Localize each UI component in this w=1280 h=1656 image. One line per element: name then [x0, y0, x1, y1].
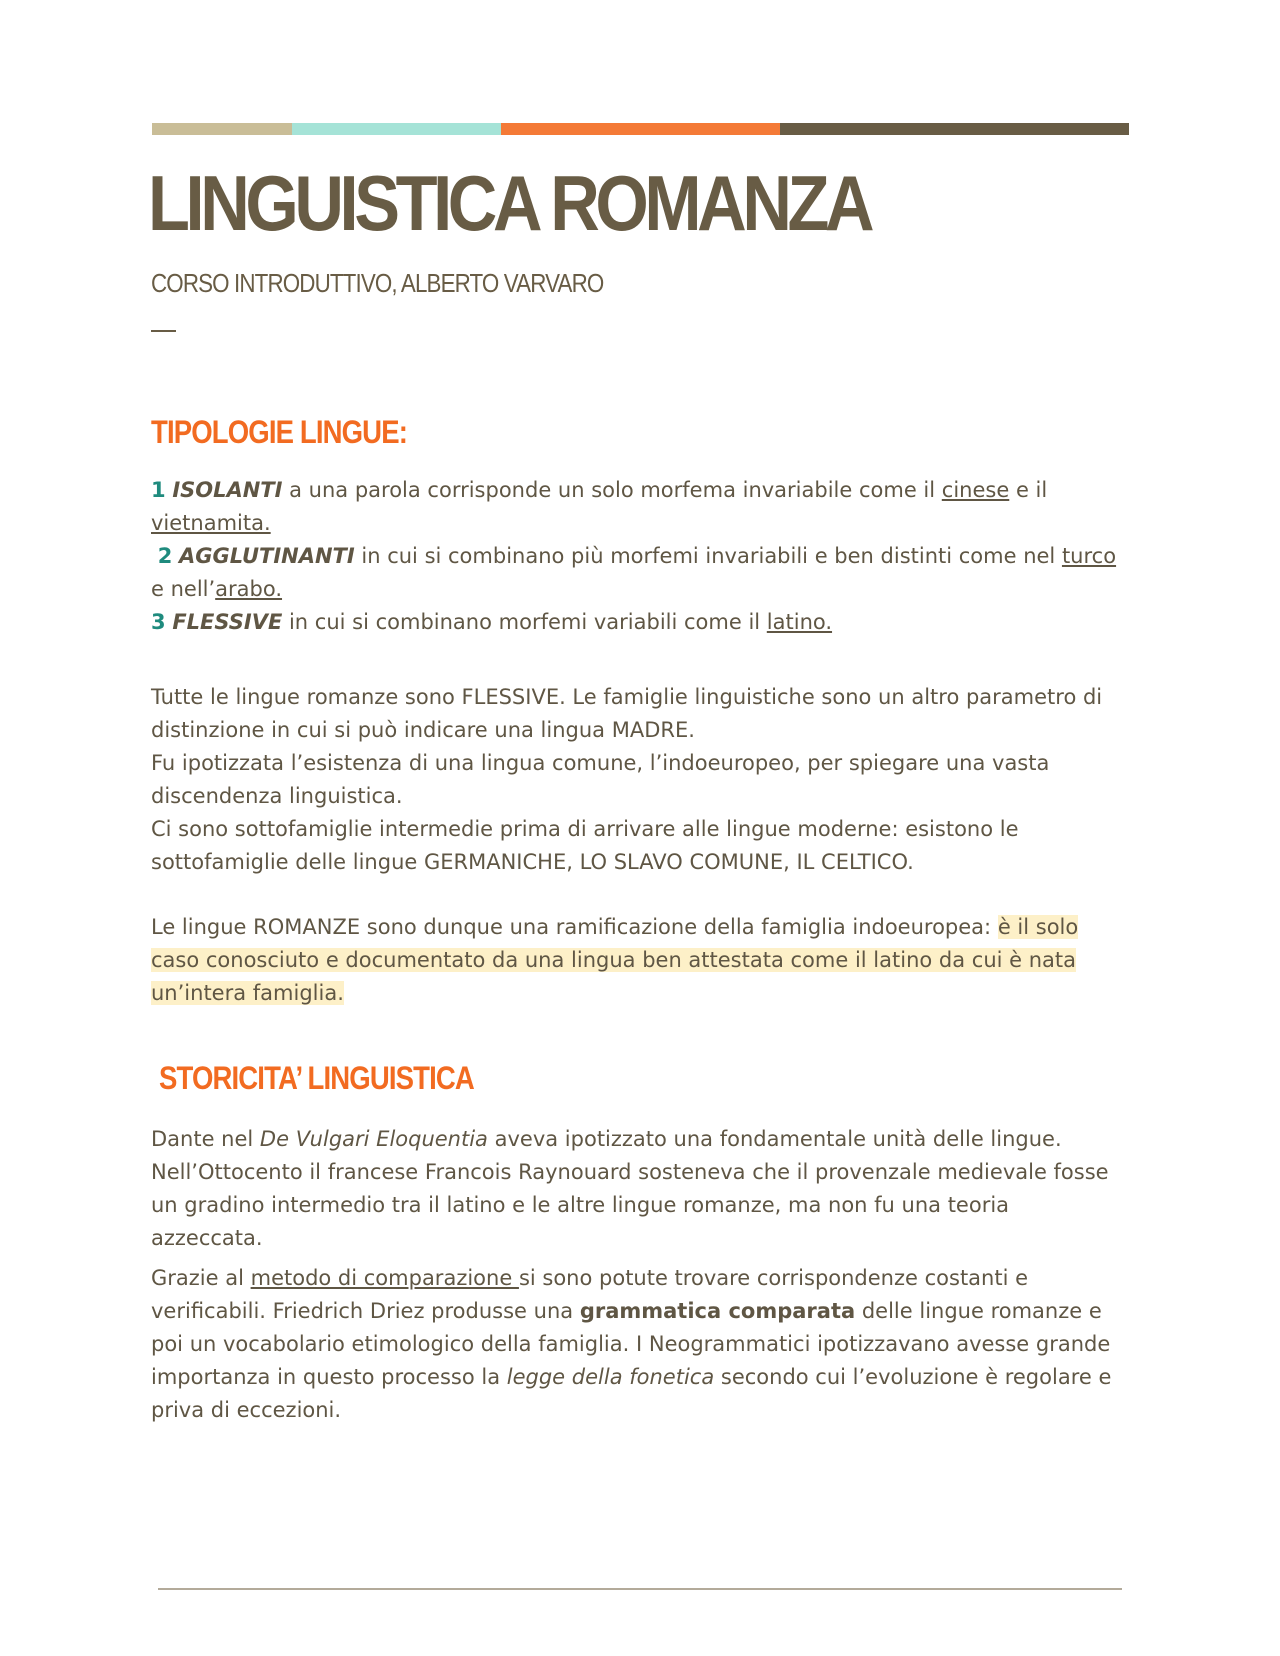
type-term: AGGLUTINANTI — [179, 544, 355, 568]
method-link-text: metodo di comparazione — [250, 1266, 519, 1290]
header-color-bar — [152, 123, 1129, 135]
item-number: 2 — [157, 544, 173, 568]
example-language: turco — [1061, 544, 1117, 568]
body-text: secondo cui l’evoluzione è regolare e priva di eccezioni. — [151, 1365, 1112, 1422]
work-title: De Vulgari Eloquentia — [259, 1127, 488, 1151]
body-text: delle lingue romanze e poi un vocabolario etimologico della famiglia. I Neogrammatici ipotizzavano avesse grande importanza in questo processo la — [151, 1299, 1111, 1389]
title-divider — [151, 330, 176, 332]
document-title: LINGUISTICA ROMANZA — [148, 159, 871, 247]
color-bar-segment — [152, 123, 292, 135]
example-language: vietnamita. — [151, 511, 271, 535]
color-bar-segment — [780, 123, 1129, 135]
body-text: si sono potute trovare corrispondenze costanti e verificabili. Friedrich Driez produsse una — [151, 1266, 1029, 1323]
connector-text: e nell’ — [151, 577, 216, 601]
list-item — [151, 610, 832, 634]
romance-paragraph — [151, 911, 1126, 1010]
body-line: Tutte le lingue romanze sono FLESSIVE. Le famiglie linguistiche sono un altro parametro di distinzione in cui si può indicare una lingua MADRE. — [151, 685, 1103, 742]
document-subtitle: CORSO INTRODUTTIVO, ALBERTO VARVARO — [151, 268, 604, 298]
color-bar-segment — [501, 123, 780, 135]
type-description: in cui si combinano morfemi variabili come il — [282, 610, 767, 634]
history-paragraph — [151, 1123, 1126, 1255]
body-text: Dante nel — [151, 1127, 260, 1151]
example-language: arabo. — [215, 577, 283, 601]
color-bar-segment — [292, 123, 501, 135]
bold-term: grammatica comparata — [579, 1299, 856, 1323]
connector-text: e il — [1009, 478, 1048, 502]
body-text: Le lingue ROMANZE sono dunque una ramificazione della famiglia indoeuropea: — [151, 915, 998, 939]
item-number: 1 — [151, 478, 166, 502]
list-item — [151, 544, 1116, 601]
body-line: Fu ipotizzata l’esistenza di una lingua comune, l’indoeuropeo, per spiegare una vasta discendenza linguistica. — [151, 751, 1050, 808]
example-language: cinese — [941, 478, 1010, 502]
type-description: in cui si combinano più morfemi invariabili e ben distinti come nel — [354, 544, 1062, 568]
highlighted-text: è il solo caso conosciuto e documentato da una lingua ben attestata come il latino da cui è nata un’intera famiglia. — [151, 915, 1079, 1005]
type-description: a una parola corrisponde un solo morfema invariabile come il — [282, 478, 942, 502]
body-text: aveva ipotizzato una fondamentale unità delle lingue. — [487, 1127, 1062, 1151]
item-number: 3 — [151, 610, 166, 634]
footer-divider — [158, 1588, 1122, 1590]
type-term: ISOLANTI — [172, 478, 283, 502]
type-term: FLESSIVE — [172, 610, 283, 634]
body-line: Ci sono sottofamiglie intermedie prima di arrivare alle lingue moderne: esistono le sottofamiglie delle lingue GERMANICHE, LO SLAVO COMUNE, IL CELTICO. — [151, 817, 1019, 874]
section-heading-tipologie: TIPOLOGIE LINGUE: — [151, 414, 407, 450]
example-language: latino. — [766, 610, 833, 634]
italic-term: legge della fonetica — [506, 1365, 715, 1389]
list-item — [151, 478, 1047, 535]
families-paragraph — [151, 681, 1126, 879]
language-types-list — [151, 474, 1126, 639]
comparison-paragraph — [151, 1262, 1126, 1427]
body-text: Grazie al — [151, 1266, 251, 1290]
body-text: Nell’Ottocento il francese Francois Raynouard sosteneva che il provenzale medievale fosse un gradino intermedio tra il latino e le altre lingue romanze, ma non fu una teoria azzeccata. — [151, 1160, 1109, 1250]
section-heading-storicita: STORICITA’ LINGUISTICA — [159, 1060, 474, 1096]
